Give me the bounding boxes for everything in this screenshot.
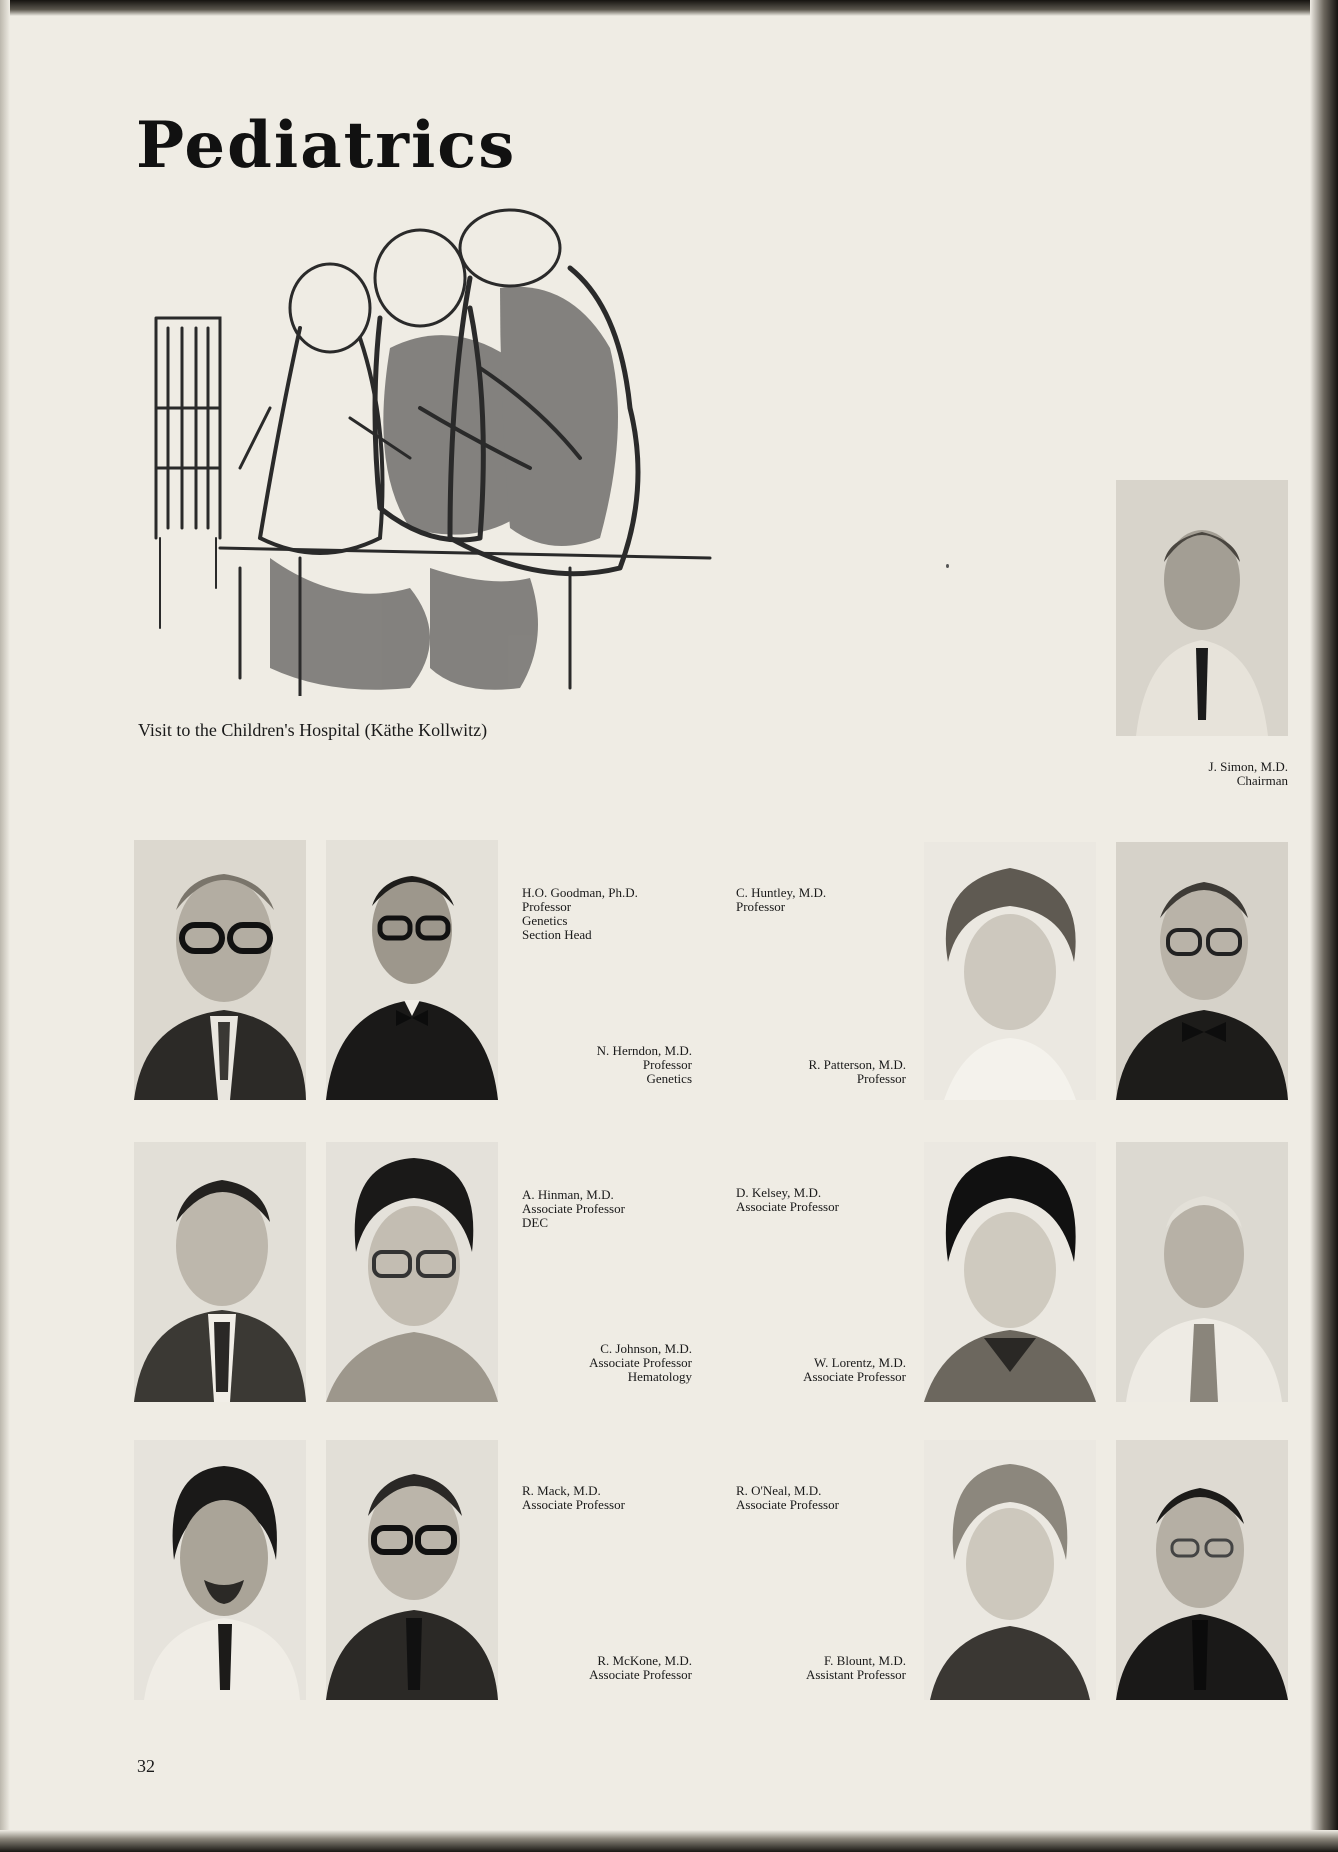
caption-lorentz (756, 1356, 906, 1384)
faculty-name: H.O. Goodman, Ph.D. (522, 885, 638, 900)
portrait-photo-patterson (1116, 842, 1288, 1100)
page-right-edge (1310, 0, 1338, 1852)
illustration-caption: Visit to the Children's Hospital (Käthe Kollwitz) (138, 720, 488, 740)
portrait-photo-blount (1116, 1440, 1288, 1700)
faculty-name: N. Herndon, M.D. (596, 1043, 692, 1058)
portrait-photo-hinman (134, 1142, 306, 1402)
portrait-photo-mack (134, 1440, 306, 1700)
caption-goodman (522, 886, 638, 942)
faculty-dept: Genetics (646, 1071, 692, 1086)
faculty-title: Associate Professor (803, 1369, 906, 1384)
faculty-name: R. Mack, M.D. (522, 1483, 601, 1498)
faculty-section: Section Head (522, 927, 592, 942)
page-left-edge (0, 0, 10, 1852)
caption-oneal (736, 1484, 839, 1512)
page-bottom-edge (0, 1830, 1338, 1852)
faculty-title: Professor (522, 899, 572, 914)
faculty-title: Professor (642, 1057, 692, 1072)
faculty-name: W. Lorentz, M.D. (814, 1355, 906, 1370)
faculty-title: Associate Professor (589, 1667, 692, 1682)
portrait-photo-oneal (924, 1440, 1096, 1700)
caption-chairman (1146, 760, 1288, 788)
caption-kelsey (736, 1186, 839, 1214)
page-number: 32 (137, 1756, 155, 1776)
portrait-photo-johnson (326, 1142, 498, 1402)
faculty-title: Associate Professor (736, 1497, 839, 1512)
caption-hinman (522, 1188, 625, 1230)
portrait-photo-herndon (326, 840, 498, 1100)
faculty-dept: DEC (522, 1215, 548, 1230)
kollwitz-sketch-illustration (150, 208, 800, 696)
faculty-title: Professor (736, 899, 786, 914)
faculty-name: C. Johnson, M.D. (600, 1341, 692, 1356)
faculty-name: R. McKone, M.D. (597, 1653, 692, 1668)
portrait-photo-huntley (924, 842, 1096, 1100)
faculty-name: F. Blount, M.D. (823, 1653, 906, 1668)
page-title: Pediatrics (136, 108, 517, 183)
faculty-title: Associate Professor (522, 1201, 625, 1216)
caption-mckone (542, 1654, 692, 1682)
faculty-name: A. Hinman, M.D. (522, 1187, 614, 1202)
page-top-edge (0, 0, 1338, 16)
caption-herndon (542, 1044, 692, 1086)
faculty-dept: Genetics (522, 913, 568, 928)
portrait-photo-lorentz (1116, 1142, 1288, 1402)
portrait-photo-kelsey (924, 1142, 1096, 1402)
faculty-title: Professor (856, 1071, 906, 1086)
faculty-title: Associate Professor (736, 1199, 839, 1214)
caption-mack (522, 1484, 625, 1512)
caption-patterson (756, 1058, 906, 1086)
chairman-name: J. Simon, M.D. (1208, 759, 1288, 774)
faculty-title: Assistant Professor (805, 1667, 906, 1682)
portrait-photo-chairman (1116, 480, 1288, 736)
faculty-dept: Hematology (627, 1369, 692, 1384)
paper-speck (946, 564, 949, 568)
chairman-title: Chairman (1236, 773, 1288, 788)
portrait-photo-goodman (134, 840, 306, 1100)
faculty-name: C. Huntley, M.D. (736, 885, 827, 900)
caption-huntley (736, 886, 826, 914)
faculty-title: Associate Professor (522, 1497, 625, 1512)
faculty-name: R. Patterson, M.D. (808, 1057, 906, 1072)
caption-johnson (542, 1342, 692, 1384)
faculty-name: D. Kelsey, M.D. (736, 1185, 822, 1200)
faculty-name: R. O'Neal, M.D. (736, 1483, 822, 1498)
faculty-title: Associate Professor (589, 1355, 692, 1370)
caption-blount (756, 1654, 906, 1682)
portrait-photo-mckone (326, 1440, 498, 1700)
